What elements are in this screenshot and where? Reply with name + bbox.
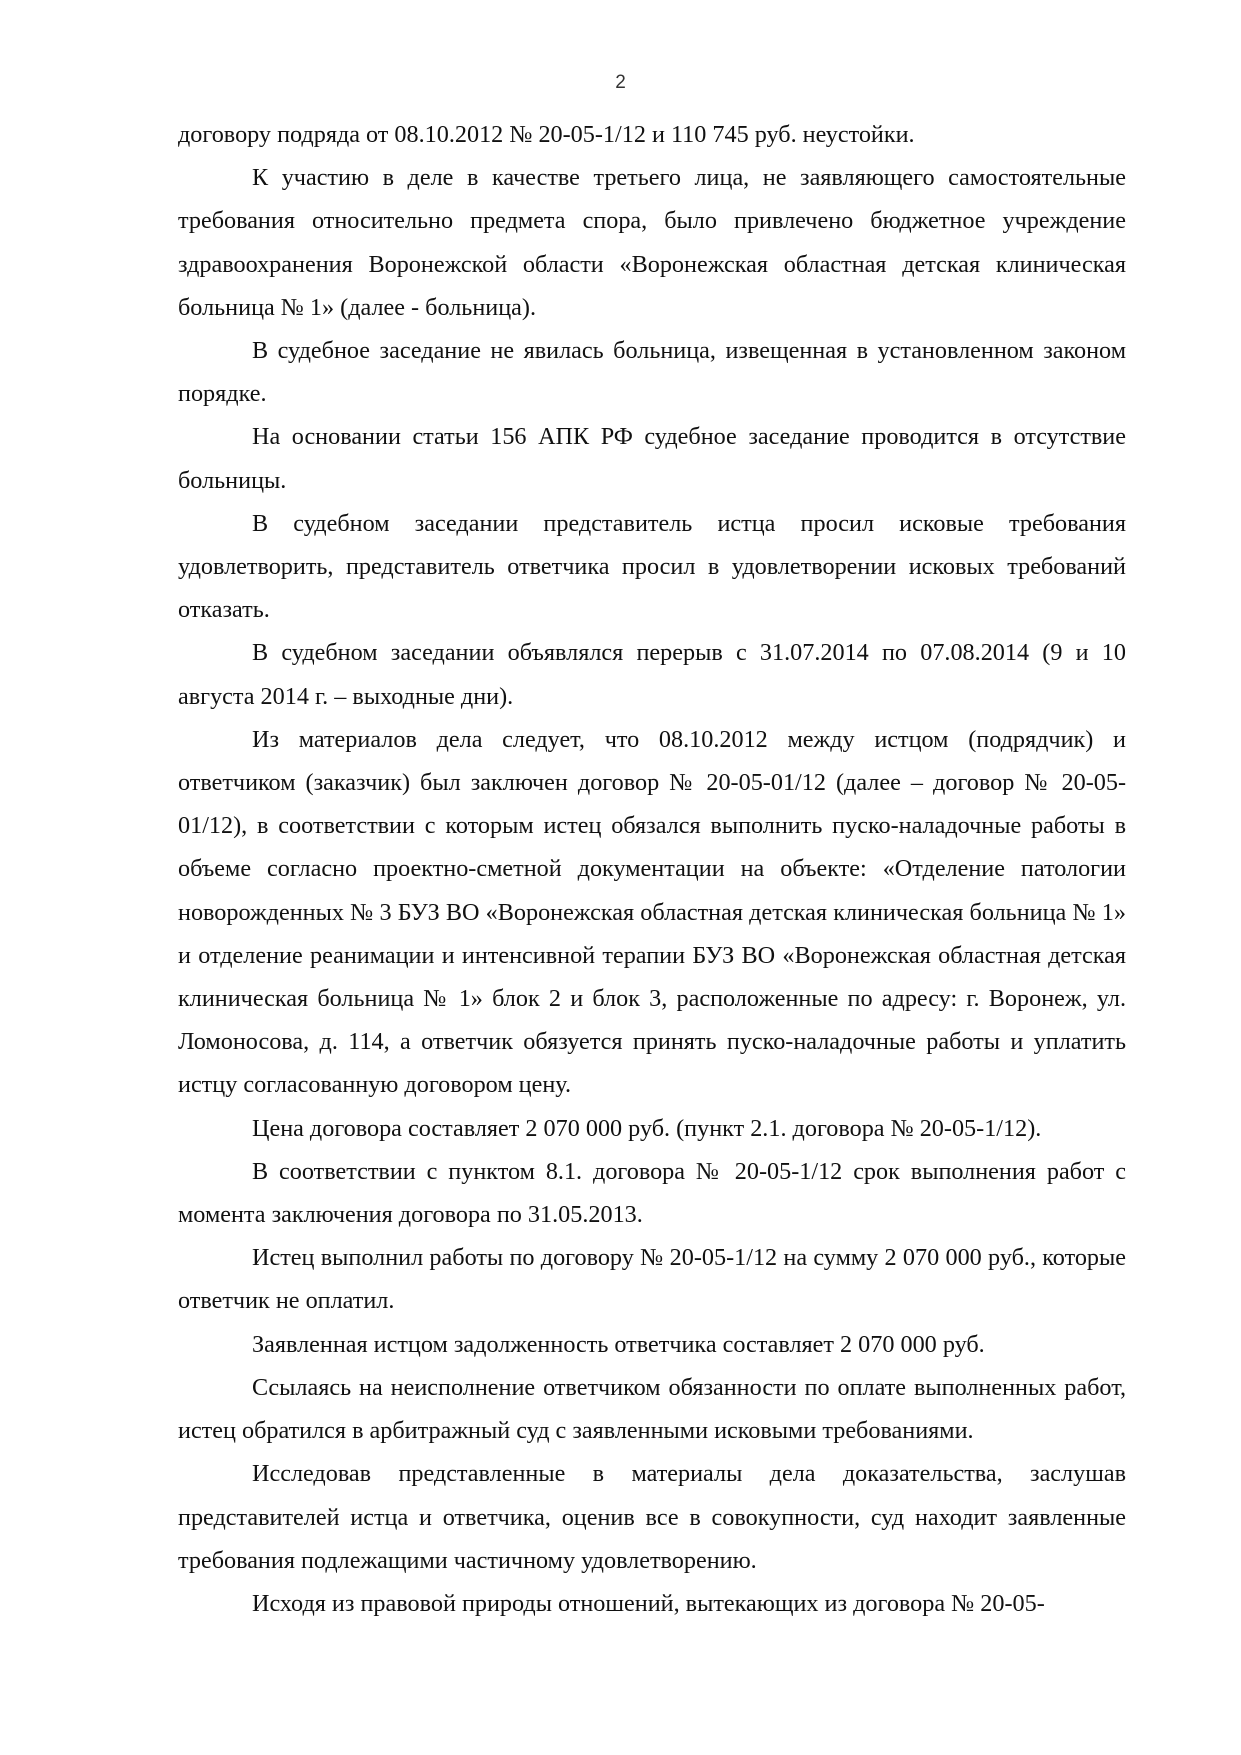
paragraph-claim: Ссылаясь на неисполнение ответчиком обязанности по оплате выполненных работ, истец обратился в арбитражный суд с заявленными исковыми требованиями. [178, 1373, 1126, 1445]
paragraph-deadline: В соответствии с пунктом 8.1. договора № 20-05-1/12 срок выполнения работ с момента заключения договора по 31.05.2013. [178, 1157, 1126, 1229]
paragraph-legal-nature: Исходя из правовой природы отношений, вытекающих из договора № 20-05- [252, 1589, 1045, 1617]
paragraph-evaluation: Исследовав представленные в материалы дела доказательства, заслушав представителей истца и ответчика, оценив все в совокупности, суд находит заявленные требования подлежащими частичному удовлетворению. [178, 1460, 1126, 1574]
paragraph-article-156: На основании статьи 156 АПК РФ судебное заседание проводится в отсутствие больницы. [178, 423, 1126, 494]
paragraph-work-done: Истец выполнил работы по договору № 20-05-1/12 на сумму 2 070 000 руб., которые ответчик не оплатил. [178, 1244, 1126, 1315]
document-body [178, 113, 1126, 1625]
paragraph-absence: В судебное заседание не явилась больница, извещенная в установленном законом порядке. [178, 337, 1126, 408]
paragraph-representatives: В судебном заседании представитель истца просил исковые требования удовлетворить, представитель ответчика просил в удовлетворении исковых требований отказать. [178, 509, 1126, 624]
page-number: 2 [615, 72, 626, 93]
paragraph-third-party: К участию в деле в качестве третьего лица, не заявляющего самостоятельные требования относительно предмета спора, было привлечено бюджетное учреждение здравоохранения Воронежской области «Воронежская областная детская клиническая больница № 1» (далее - больница). [178, 164, 1126, 321]
paragraph-contract-details: Из материалов дела следует, что 08.10.2012 между истцом (подрядчик) и ответчиком (заказчик) был заключен договор № 20-05-01/12 (далее – договор № 20-05-01/12), в соответствии с которым истец обязался выполнить пуско-наладочные работы в объеме согласно проектно-сметной документации на объекте: «Отделение патологии новорожденных № 3 БУЗ ВО «Воронежская областная детская клиническая больница № 1» и отделение реанимации и интенсивной терапии БУЗ ВО «Воронежская областная детская клиническая больница № 1» блок 2 и блок 3, расположенные по адресу: г. Воронеж, ул. Ломоносова, д. 114, а ответчик обязуется принять пуско-наладочные работы и уплатить истцу согласованную договором цену. [178, 725, 1126, 1099]
paragraph-contract-price: Цена договора составляет 2 070 000 руб. (пункт 2.1. договора № 20-05-1/12). [252, 1114, 1042, 1142]
paragraph-continuation: договору подряда от 08.10.2012 № 20-05-1/12 и 110 745 руб. неустойки. [178, 121, 915, 148]
paragraph-debt: Заявленная истцом задолженность ответчика составляет 2 070 000 руб. [252, 1330, 985, 1358]
paragraph-recess: В судебном заседании объявлялся перерыв с 31.07.2014 по 07.08.2014 (9 и 10 августа 2014 г. – выходные дни). [178, 639, 1126, 710]
